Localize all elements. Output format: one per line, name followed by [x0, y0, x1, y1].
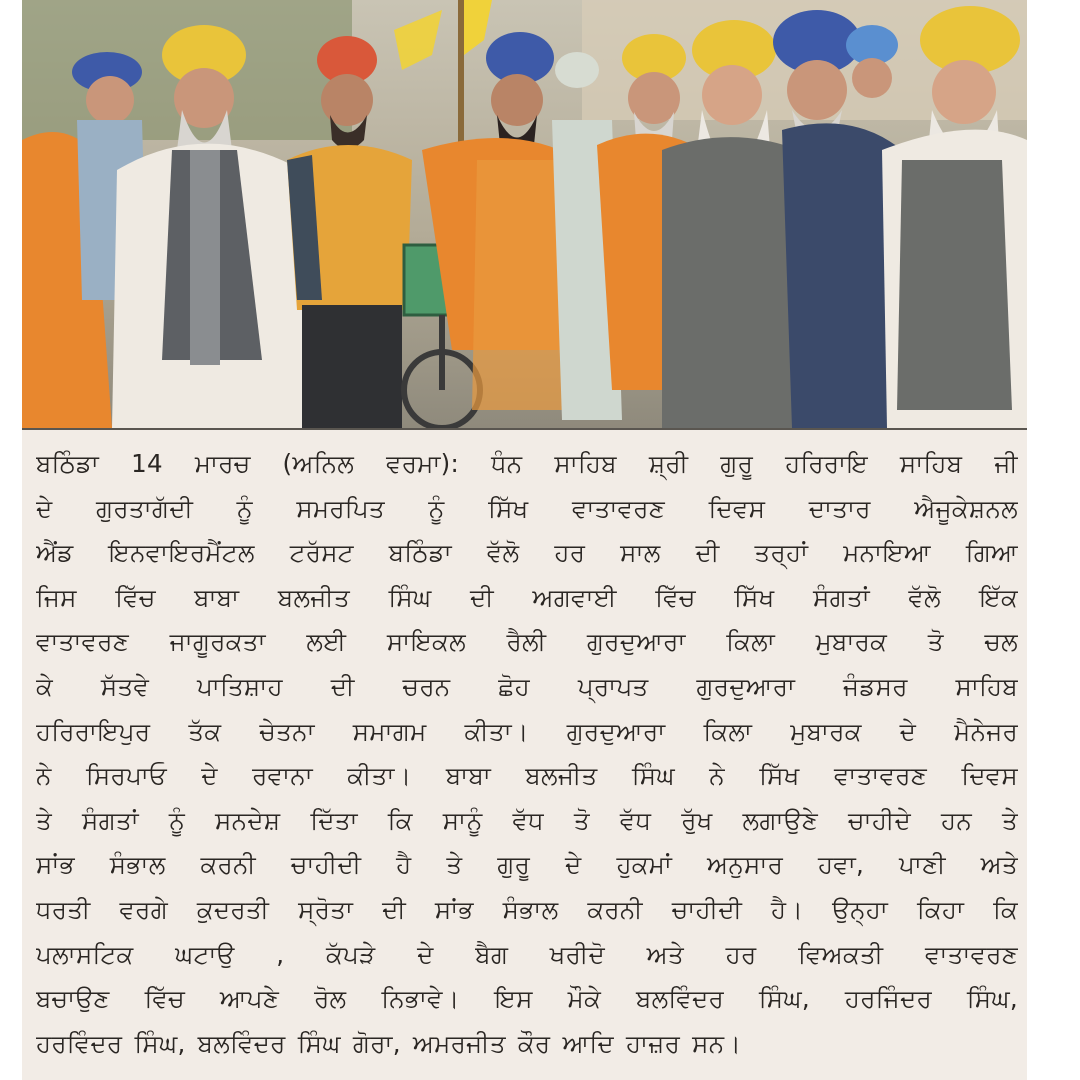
- article-line: ਜਿਸ ਵਿੱਚ ਬਾਬਾ ਬਲਜੀਤ ਸਿੰਘ ਦੀ ਅਗਵਾਈ ਵਿੱਚ ਸਿੱਖ ਸੰਗਤਾਂ ਵੱਲੋ ਇੱਕ: [36, 582, 1018, 612]
- photo-illustration: [22, 0, 1027, 428]
- article-line: ਤੇ ਸੰਗਤਾਂ ਨੂੰ ਸਨਦੇਸ਼ ਦਿੱਤਾ ਕਿ ਸਾਨੂੰ ਵੱਧ ਤੋ ਵੱਧ ਰੁੱਖ ਲਗਾਉਣੇ ਚਾਹੀਦੇ ਹਨ ਤੇ: [36, 805, 1018, 835]
- article-line: ਧਰਤੀ ਵਰਗੇ ਕੁਦਰਤੀ ਸ੍ਰੋਤਾ ਦੀ ਸਾਂਭ ਸੰਭਾਲ ਕਰਨੀ ਚਾਹੀਦੀ ਹੈ। ਉਨ੍ਹਾ ਕਿਹਾ ਕਿ: [36, 894, 1018, 924]
- article-line: ਨੇ ਸਿਰਪਾਓ ਦੇ ਰਵਾਨਾ ਕੀਤਾ। ਬਾਬਾ ਬਲਜੀਤ ਸਿੰਘ ਨੇ ਸਿੱਖ ਵਾਤਾਵਰਣ ਦਿਵਸ: [36, 761, 1018, 791]
- article-line: ਪਲਾਸਟਿਕ ਘਟਾਉ , ਕੱਪੜੇ ਦੇ ਬੈਗ ਖਰੀਦੋ ਅਤੇ ਹਰ ਵਿਅਕਤੀ ਵਾਤਾਵਰਣ: [36, 939, 1018, 969]
- article-line: ਹਰਿਰਾਇਪੁਰ ਤੱਕ ਚੇਤਨਾ ਸਮਾਗਮ ਕੀਤਾ। ਗੁਰਦੁਆਰਾ ਕਿਲਾ ਮੁਬਾਰਕ ਦੇ ਮੈਨੇਜਰ: [36, 716, 1018, 746]
- article-body: [36, 442, 1018, 1080]
- article-line: ਬਚਾਉਣ ਵਿੱਚ ਆਪਣੇ ਰੋਲ ਨਿਭਾਵੇ। ਇਸ ਮੌਕੇ ਬਲਵਿੰਦਰ ਸਿੰਘ, ਹਰਜਿੰਦਰ ਸਿੰਘ,: [36, 984, 1018, 1014]
- newspaper-clipping: [22, 0, 1027, 1080]
- article-line: ਸਾਂਭ ਸੰਭਾਲ ਕਰਨੀ ਚਾਹੀਦੀ ਹੈ ਤੇ ਗੁਰੂ ਦੇ ਹੁਕਮਾਂ ਅਨੁਸਾਰ ਹਵਾ, ਪਾਣੀ ਅਤੇ: [36, 850, 1018, 880]
- article-line: ਕੇ ਸੱਤਵੇ ਪਾਤਿਸ਼ਾਹ ਦੀ ਚਰਨ ਛੋਹ ਪ੍ਰਾਪਤ ਗੁਰਦੁਆਰਾ ਜੰਡਸਰ ਸਾਹਿਬ: [36, 671, 1018, 701]
- article-line: ਹਰਵਿੰਦਰ ਸਿੰਘ, ਬਲਵਿੰਦਰ ਸਿੰਘ ਗੋਰਾ, ਅਮਰਜੀਤ ਕੌਰ ਆਦਿ ਹਾਜ਼ਰ ਸਨ।: [36, 1028, 742, 1058]
- news-photo: [22, 0, 1027, 430]
- article-line: ਦੇ ਗੁਰਤਾਗੱਦੀ ਨੂੰ ਸਮਰਪਿਤ ਨੂੰ ਸਿੱਖ ਵਾਤਾਵਰਣ ਦਿਵਸ ਦਾਤਾਰ ਐਜੂਕੇਸ਼ਨਲ: [36, 493, 1018, 523]
- article-line: ਵਾਤਾਵਰਣ ਜਾਗੂਰਕਤਾ ਲਈ ਸਾਇਕਲ ਰੈਲੀ ਗੁਰਦੁਆਰਾ ਕਿਲਾ ਮੁਬਾਰਕ ਤੋ ਚਲ: [36, 627, 1018, 657]
- article-line: ਬਠਿੰਡਾ 14 ਮਾਰਚ (ਅਨਿਲ ਵਰਮਾ): ਧੰਨ ਸਾਹਿਬ ਸ਼੍ਰੀ ਗੁਰੂ ਹਰਿਰਾਇ ਸਾਹਿਬ ਜੀ: [36, 449, 1018, 478]
- article-line: ਐਂਡ ਇਨਵਾਇਰਮੈਂਟਲ ਟਰੱਸਟ ਬਠਿੰਡਾ ਵੱਲੋ ਹਰ ਸਾਲ ਦੀ ਤਰ੍ਹਾਂ ਮਨਾਇਆ ਗਿਆ: [36, 538, 1018, 568]
